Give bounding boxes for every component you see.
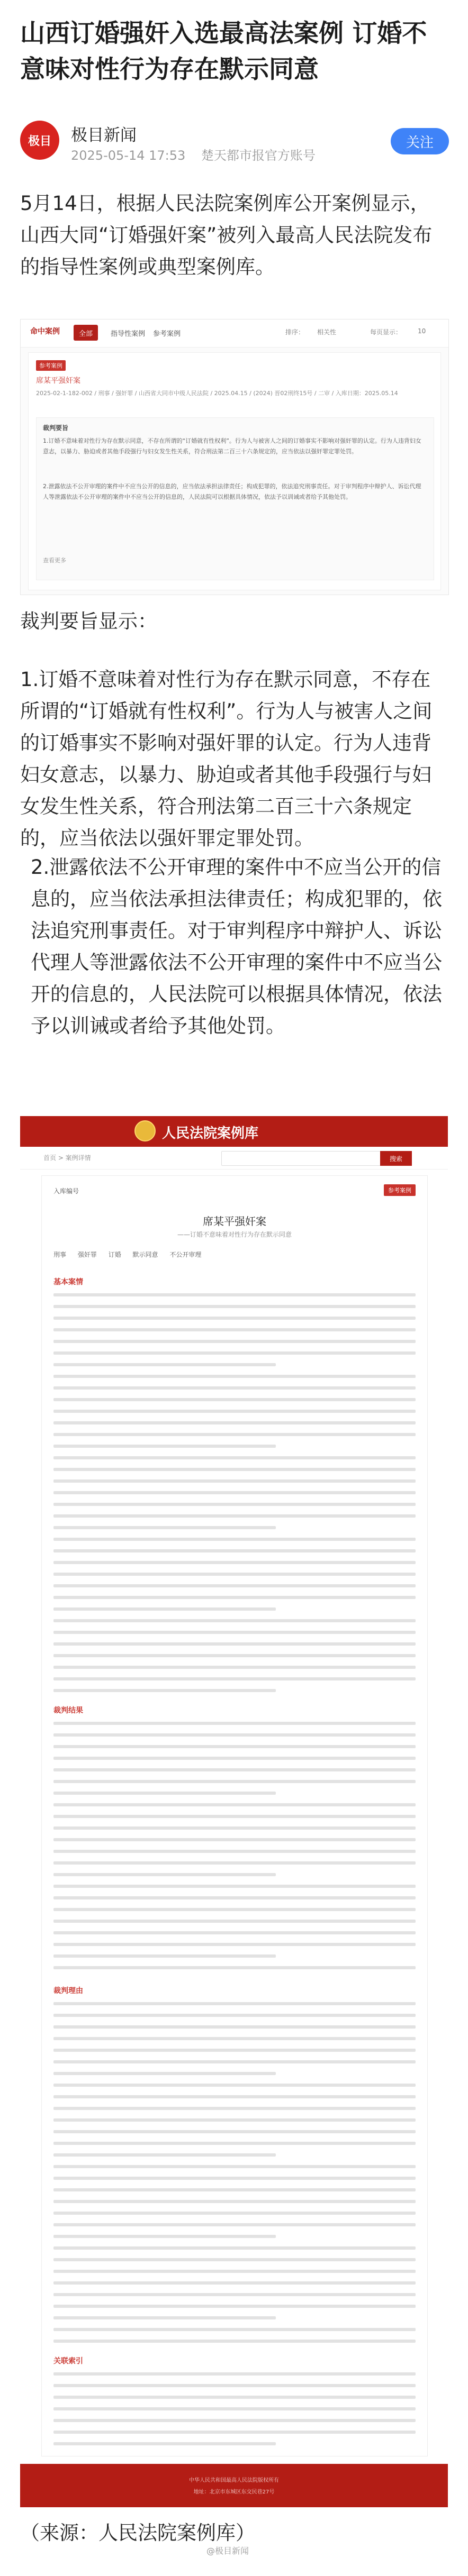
document-text-line [53,2118,416,2122]
document-text-line [53,2281,416,2285]
document-text-line [53,1596,416,1599]
document-text-line [53,1421,416,1424]
case-detail-subtitle: ——订婚不意味着对性行为存在默示同意 [177,1231,292,1238]
document-text-line [53,1445,276,1448]
document-text-line [53,1931,416,1934]
document-text-line [53,1803,416,1806]
publish-meta [71,145,327,163]
tab-reference[interactable]: 参考案例 [153,330,181,338]
document-text-line [53,1584,416,1587]
document-text-line [53,2212,416,2215]
document-text-line [53,1654,416,1657]
ruling-point-2: 2.泄露依法不公开审理的案件中不应当公开的信息的，应当依法承担法律责任；构成犯罪的，依法追究刑事责任。对于审判程序中辩护人、诉讼代理人等泄露依法不公开审理的案件中不应当公开的信息的，人民法院可以根据具体情况，依法予以训诫或者给予其他处罚。 [31,856,442,1037]
case-search-toolbar [21,319,448,348]
document-text-line [53,2130,416,2133]
reference-case-tag: 参考案例 [36,360,66,371]
document-text-line [53,1689,276,1692]
document-text-line [53,2340,416,2343]
ruling-point-1: 1.订婚不意味着对性行为存在默示同意，不存在所谓的“订婚就有性权利”。行为人与被害人之间的订婚事实不影响对强奸罪的认定。行为人违背妇女意志，以暴力、胁迫或者其他手段强行与妇女发生性关系，符合刑法第二百三十六条规定的，应当依法以强奸罪定罪处罚。 [20,668,433,849]
page-size-label: 每页显示： [370,328,402,336]
intro-paragraph: 5月14日，根据人民法院案例库公开案例显示，山西大同“订婚强奸案”被列入最高人民法院发布的指导性案例或典型案例库。 [20,192,433,278]
publisher-avatar[interactable]: 极目 [20,121,59,160]
case-db-header [20,1116,448,1147]
ruling-heading: 裁判要旨显示： [20,610,157,633]
document-text-line [53,1410,416,1413]
document-text-line [53,1468,416,1471]
search-button[interactable]: 搜索 [380,1151,412,1166]
author-bar [20,116,449,164]
document-text-line [53,1873,276,1876]
document-text-line [53,2442,276,2445]
document-text-line [53,1861,416,1865]
document-text-line [53,1479,416,1483]
keyword: 不公开审理 [169,1251,202,1258]
section-heading-basic-facts: 基本案情 [53,1278,83,1286]
document-text-line [53,2095,416,2098]
case-meta: 2025-02-1-182-002 / 刑事 / 强奸罪 / 山西省大同市中级人民法院 / 2025.04.15 / (2024) 晋02刑终15号 / 二审 / 入库日期：2025.05.14 [36,390,398,397]
document-text-line [53,2107,416,2110]
document-text-line [53,1619,416,1622]
document-text-line [53,1954,276,1958]
document-text-line [53,2316,276,2319]
case-detail-card [41,1175,428,2456]
keyword: 强奸罪 [77,1251,97,1258]
document-text-line [53,2060,416,2063]
document-text-line [53,2177,416,2180]
document-text-line [53,2014,416,2017]
document-text-line [53,1503,416,1506]
footer-line-1: 中华人民共和国最高人民法院版权所有 [189,2478,279,2483]
publisher-account: 楚天都市报官方账号 [201,148,316,163]
document-text-line [53,2419,416,2422]
sort-label: 排序： [285,328,305,336]
document-text-line [53,2293,416,2296]
document-text-line [53,2270,416,2273]
case-page-subbar [20,1147,448,1170]
document-text-line [53,1733,416,1737]
document-text-line [53,1780,416,1783]
section-heading-reasoning: 裁判理由 [53,1987,83,1995]
judgment-summary-box [36,417,434,580]
document-text-line [53,1885,416,1888]
document-text-line [53,1386,416,1390]
document-text-line [53,1666,416,1669]
publisher-name[interactable]: 极目新闻 [71,126,137,145]
sort-select[interactable]: 相关性 [317,328,337,336]
document-text-line [53,2165,416,2168]
document-text-line [53,1745,416,1748]
document-text-line [53,2142,416,2145]
document-text-line [53,1538,416,1541]
document-text-line [53,1757,416,1760]
case-detail-title: 席某平强奸案 [203,1215,266,1228]
document-text-line [53,2246,416,2250]
document-text-line [53,1642,416,1646]
document-text-line [53,2025,416,2029]
article-title: 山西订婚强奸入选最高法案例 订婚不意味对性行为存在默示同意 [20,19,427,84]
document-text-line [53,2431,416,2434]
document-text-line [53,1573,416,1576]
document-text-line [53,1631,416,1634]
document-text-line [53,2258,416,2261]
document-text-line [53,2002,416,2005]
publish-time: 2025-05-14 17:53 [71,148,186,163]
document-text-line [53,2049,416,2052]
document-text-line [53,1293,416,1296]
document-text-line [53,1328,416,1331]
summary-point-2: 2.泄露依法不公开审理的案件中不应当公开的信息的，应当依法承担法律责任；构成犯罪的，依法追究刑事责任。对于审判程序中辩护人、诉讼代理人等泄露依法不公开审理的案件中不应当公开的信息的，人民法院可以根据具体情况，依法予以训诫或者给予其他处罚。 [43,483,421,500]
case-search-screenshot [20,319,449,595]
document-text-line [53,2153,276,2157]
document-text-line [53,1850,416,1853]
keyword: 订婚 [108,1251,121,1258]
document-text-line [53,1351,416,1355]
document-text-line [53,1433,416,1436]
section-heading-ruling: 裁判结果 [53,1706,83,1715]
case-db-title: 人民法院案例库 [162,1126,259,1141]
search-input[interactable] [221,1151,381,1166]
platform-watermark: @极目新闻 [206,2546,249,2556]
document-text-line [53,1896,416,1899]
document-text-line [53,2223,416,2226]
document-text-line [53,2328,416,2331]
document-text-line [53,1456,416,1459]
document-text-line [53,2384,416,2387]
reference-case-badge: 参考案例 [384,1184,416,1196]
document-text-line [53,2396,416,2399]
document-text-line [53,1514,416,1518]
document-text-line [53,1838,416,1841]
document-text-line [53,1305,416,1308]
document-text-line [53,1826,416,1830]
document-text-line [53,1561,416,1564]
document-text-line [53,2037,416,2040]
case-page-screenshot [20,1116,448,2507]
summary-point-1: 1.订婚不意味着对性行为存在默示同意，不存在所谓的“订婚就有性权利”。行为人与被害人之间的订婚事实不影响对强奸罪的认定。行为人违背妇女意志，以暴力、胁迫或者其他手段强行与妇女发生性关系，符合刑法第二百三十六条规定的，应当依法以强奸罪定罪处罚。 [43,437,421,455]
document-text-line [53,1491,416,1494]
document-text-line [53,1549,416,1552]
summary-more[interactable]: 查看更多 [43,557,66,564]
summary-heading: 裁判要旨 [43,424,69,432]
case-title-link[interactable]: 席某平强奸案 [36,377,80,385]
keyword: 刑事 [53,1251,67,1258]
keywords-row [53,1250,211,1259]
document-text-line [53,1398,416,1401]
document-text-line [53,1792,276,1795]
document-text-line [53,1943,416,1946]
case-result-card[interactable] [28,352,441,590]
keyword: 默示同意 [132,1251,158,1258]
footer-line-2: 地址：北京市东城区东交民巷27号 [193,2489,275,2495]
document-text-line [53,2235,276,2238]
document-text-line [53,1920,416,1923]
document-text-line [53,1375,416,1378]
source-caption: （来源：人民法院案例库） [20,2522,255,2544]
document-text-line [53,1363,276,1366]
tab-all[interactable]: 全部 [74,325,98,341]
tab-guiding[interactable]: 指导性案例 [111,330,146,338]
court-emblem-icon [134,1120,156,1141]
document-text-line [53,1677,416,1680]
document-text-line [53,1722,416,1725]
breadcrumb[interactable]: 首页 > 案例详情 [43,1154,91,1162]
document-text-line [53,2084,416,2087]
follow-button[interactable]: 关注 [391,128,449,154]
document-text-line [53,2407,416,2410]
case-db-footer [20,2464,448,2507]
document-text-line [53,1340,416,1343]
document-text-line [53,2200,416,2203]
document-text-line [53,1908,416,1911]
document-text-line [53,1768,416,1771]
document-text-line [53,2188,416,2191]
document-text-line [53,1966,416,1969]
document-text-line [53,1526,276,1529]
page-size-select[interactable]: 10 [418,327,426,335]
document-text-line [53,2372,416,2376]
document-text-line [53,1607,276,1611]
section-heading-related: 关联索引 [53,2357,83,2365]
document-text-line [53,1317,416,1320]
document-text-line [53,2305,416,2308]
case-type: 入库编号 [53,1187,79,1195]
case-db-logo: 命中案例 [30,327,60,336]
document-text-line [53,2072,276,2075]
document-text-line [53,1815,416,1818]
